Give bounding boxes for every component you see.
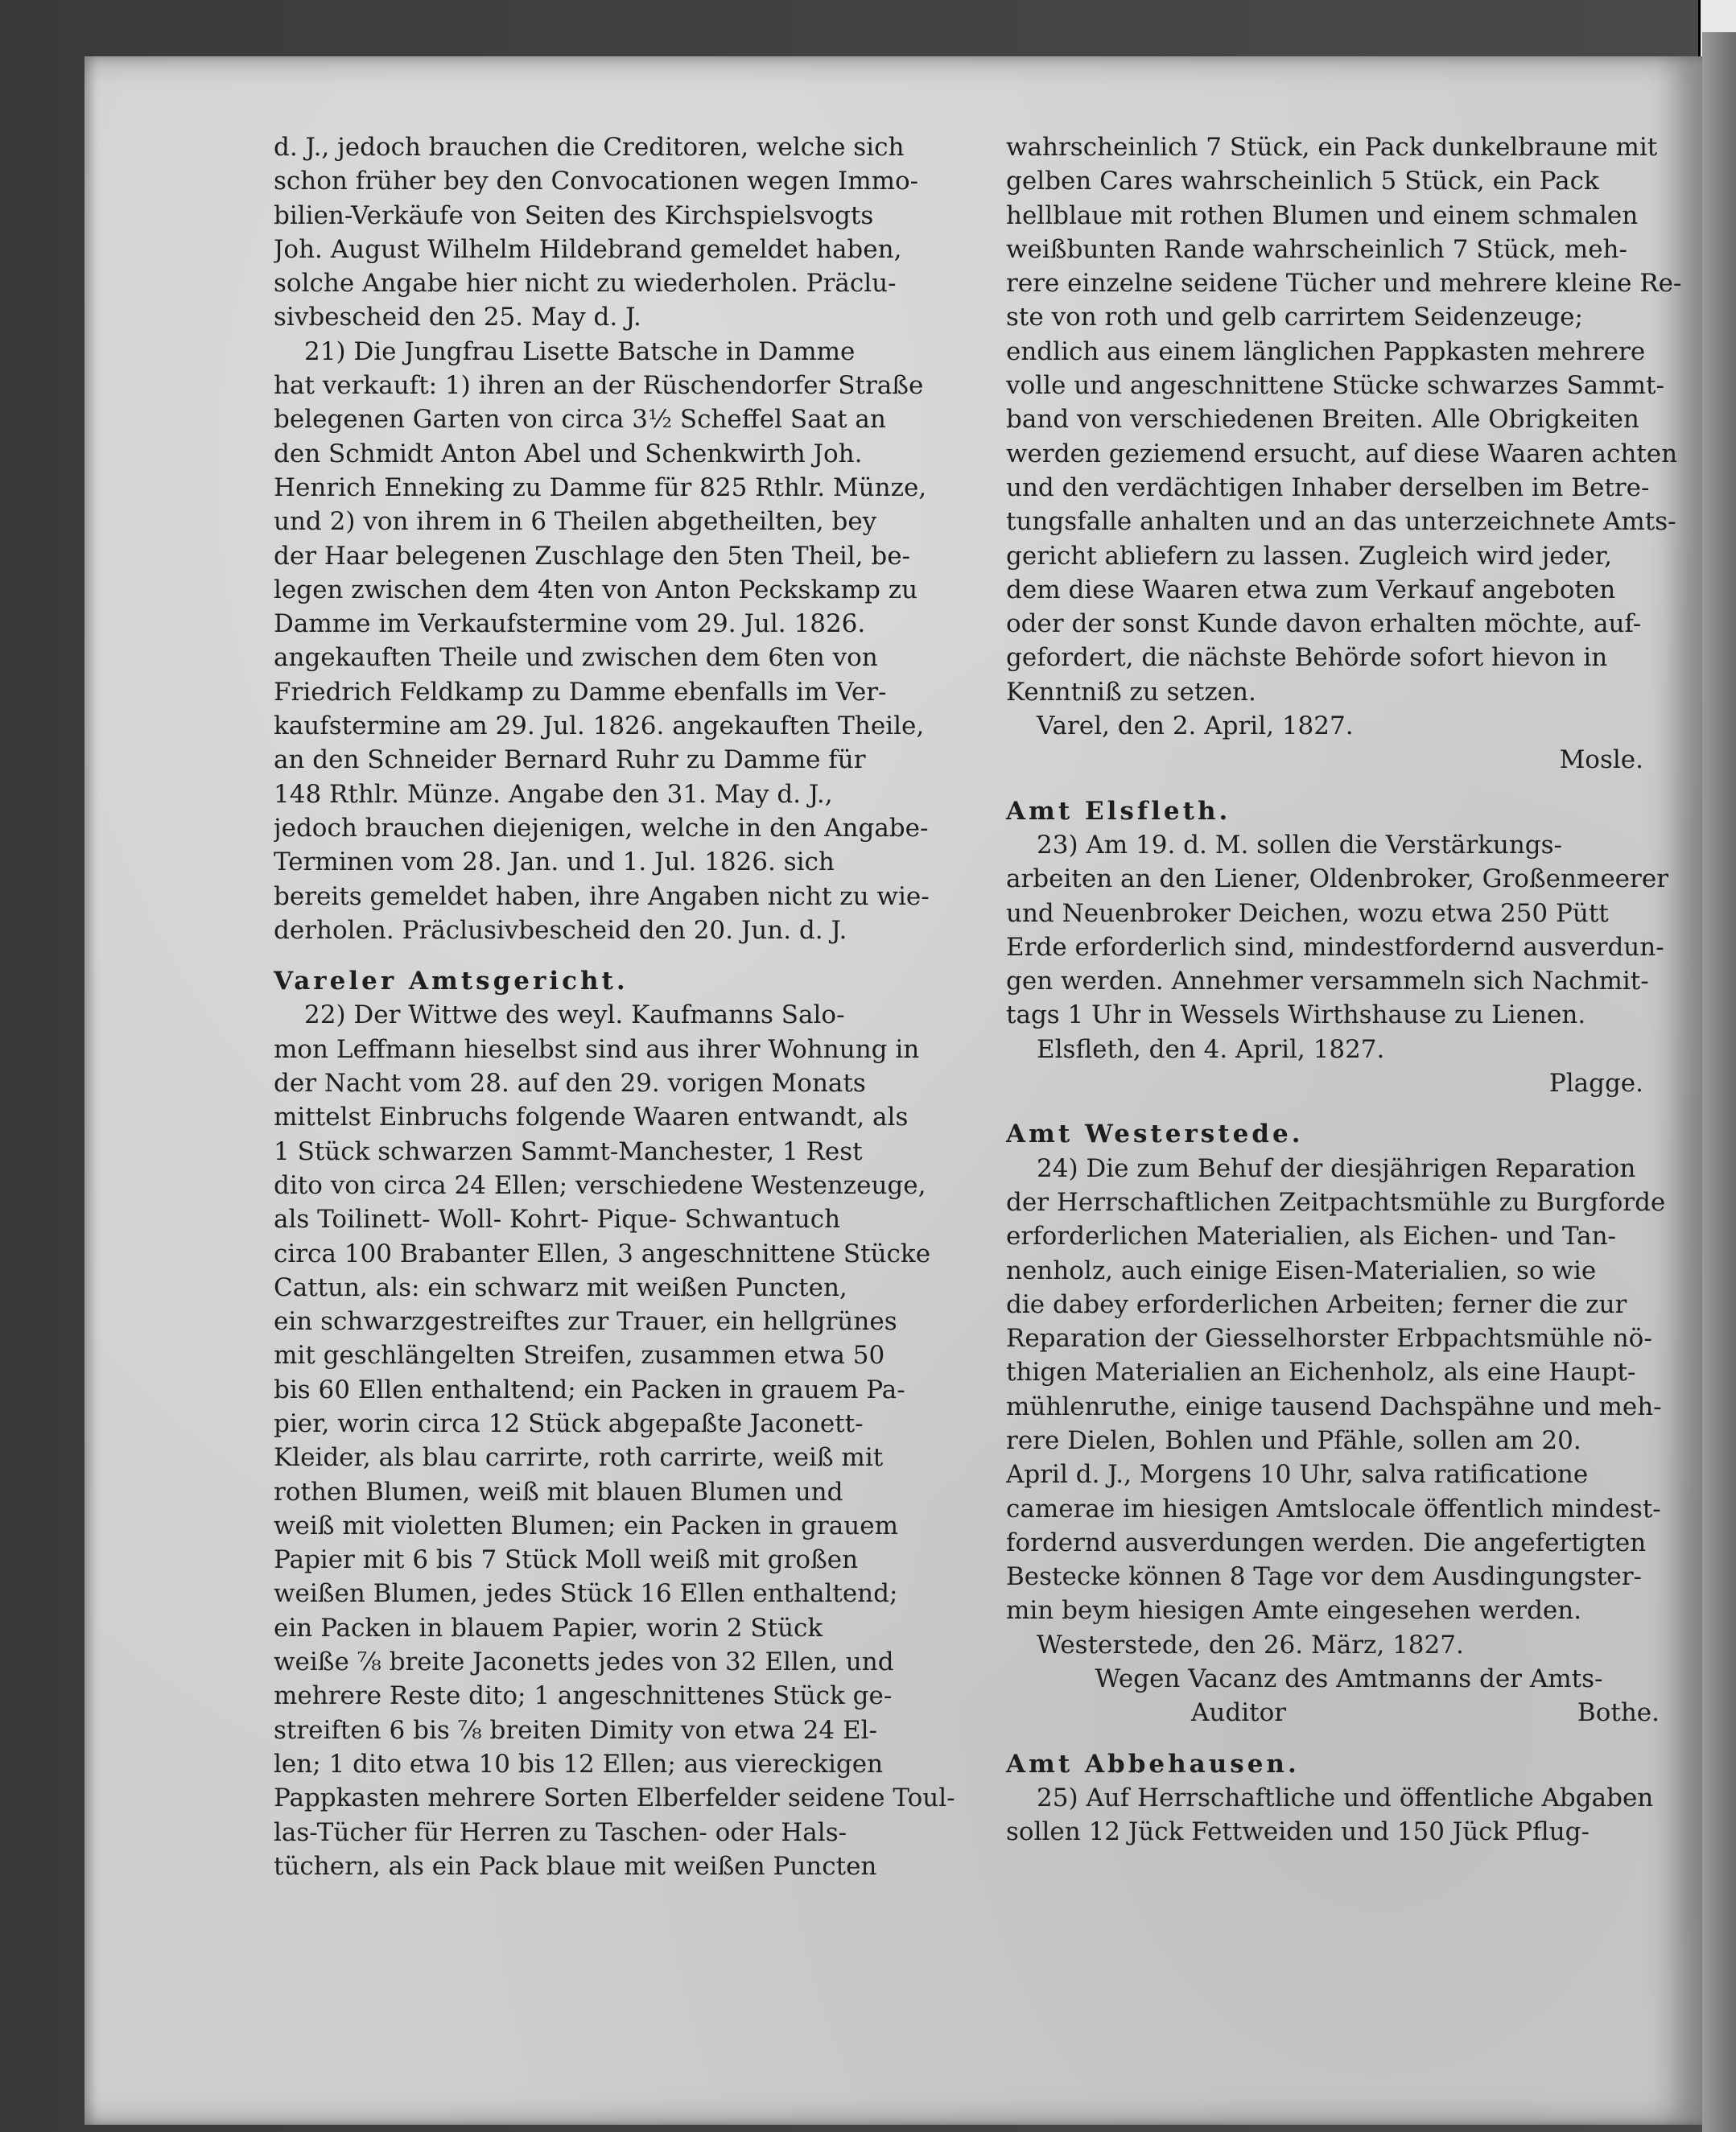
text-line: Reparation der Giesselhorster Erbpachtsmühle nö- <box>1006 1324 1652 1354</box>
text-line: gefordert, die nächste Behörde sofort hievon in <box>1006 643 1608 673</box>
text-line: der Nacht vom 28. auf den 29. vorigen Monats <box>274 1069 866 1099</box>
text-line: arbeiten an den Liener, Oldenbroker, Großenmeerer <box>1006 864 1669 894</box>
signature-auditor: Auditor <box>1191 1698 1287 1728</box>
text-line: schon früher bey den Convocationen wegen Immo- <box>274 167 919 196</box>
text-line: Kleider, als blau carrirte, roth carrirte, weiß mit <box>274 1443 884 1473</box>
text-line: legen zwischen dem 4ten von Anton Peckskamp zu <box>274 575 918 604</box>
block-c <box>1006 1152 1692 1628</box>
signature-bothe: Bothe. <box>1577 1698 1660 1728</box>
text-line: weiß mit violetten Blumen; ein Packen in grauem <box>274 1511 898 1540</box>
text-line: rere einzelne seidene Tücher und mehrere kleine Re- <box>1006 269 1682 299</box>
text-line: camerae im hiesigen Amtslocale öffentlich mindest- <box>1006 1494 1661 1524</box>
text-line: bilien-Verkäufe von Seiten des Kirchspielsvogts <box>274 200 874 230</box>
text-line: April d. J., Morgens 10 Uhr, salva ratificatione <box>1006 1460 1589 1490</box>
text-line: 23) Am 19. d. M. sollen die Verstärkungs- <box>1037 830 1563 860</box>
text-line: an den Schneider Bernard Ruhr zu Damme für <box>274 745 866 775</box>
text-line: ein schwarzgestreiftes zur Trauer, ein hellgrünes <box>274 1307 897 1337</box>
text-line: d. J., jedoch brauchen die Creditoren, welche sich <box>274 133 905 162</box>
text-line: kaufstermine am 29. Jul. 1826. angekauften Theile, <box>274 711 925 741</box>
signature-plagge: Plagge. <box>1548 1069 1643 1099</box>
text-line: gericht abliefern zu lassen. Zugleich wird jeder, <box>1006 541 1612 571</box>
text-line: endlich aus einem länglichen Pappkasten mehrere <box>1006 336 1646 366</box>
text-line: jedoch brauchen diejenigen, welche in den Angabe- <box>274 813 929 843</box>
text-line: gelben Cares wahrscheinlich 5 Stück, ein Pack <box>1006 167 1599 196</box>
heading-amt-abbehausen: Amt Abbehausen. <box>1006 1749 1300 1779</box>
text-line: weiße ⅞ breite Jaconetts jedes von 32 Ellen, und <box>274 1647 894 1677</box>
text-line: als Toilinett- Woll- Kohrt- Pique- Schwantuch <box>274 1205 841 1235</box>
text-line: tüchern, als ein Pack blaue mit weißen Puncten <box>274 1851 877 1881</box>
text-line: len; 1 dito etwa 10 bis 12 Ellen; aus viereckigen <box>274 1749 884 1779</box>
text-line: und 2) von ihrem in 6 Theilen abgetheilten, bey <box>274 507 877 537</box>
text-line: mit geschlängelten Streifen, zusammen etwa 50 <box>274 1341 885 1371</box>
block-d <box>1006 1781 1692 1850</box>
text-line: der Herrschaftlichen Zeitpachtsmühle zu Burgforde <box>1006 1187 1666 1217</box>
text-line: werden geziemend ersucht, auf diese Waaren achten <box>1006 439 1678 468</box>
text-line: weißbunten Rande wahrscheinlich 7 Stück, meh- <box>1006 234 1627 264</box>
book-edge <box>1702 32 1736 2132</box>
date-elsfleth: Elsfleth, den 4. April, 1827. <box>1037 1034 1385 1064</box>
date-westerstede: Westerstede, den 26. März, 1827. <box>1037 1630 1464 1660</box>
text-line: tungsfalle anhalten und an das unterzeichnete Amts- <box>1006 507 1676 537</box>
text-line: 22) Der Wittwe des weyl. Kaufmanns Salo- <box>304 1000 845 1030</box>
text-line: mehrere Reste dito; 1 angeschnittenes Stück ge- <box>274 1681 893 1711</box>
text-line: Cattun, als: ein schwarz mit weißen Puncten, <box>274 1272 847 1302</box>
text-line: tags 1 Uhr in Wessels Wirthshause zu Lienen. <box>1006 1000 1586 1030</box>
text-line: pier, worin circa 12 Stück abgepaßte Jaconett- <box>274 1408 864 1438</box>
text-line: erforderlichen Materialien, als Eichen- und Tan- <box>1006 1222 1617 1252</box>
text-line: mühlenruthe, einige tausend Dachspähne und meh- <box>1006 1392 1662 1421</box>
block-b <box>1006 828 1692 1033</box>
text-line: Kenntniß zu setzen. <box>1006 677 1256 707</box>
text-line: dito von circa 24 Ellen; verschiedene Westenzeuge, <box>274 1170 926 1200</box>
text-line: Bestecke können 8 Tage vor dem Ausdingungster- <box>1006 1562 1643 1592</box>
text-line: und den verdächtigen Inhaber derselben im Betre- <box>1006 472 1650 502</box>
text-line: ein Packen in blauem Papier, worin 2 Stück <box>274 1613 823 1643</box>
text-line: oder der sonst Kunde davon erhalten möchte, auf- <box>1006 609 1642 639</box>
text-line: den Schmidt Anton Abel und Schenkwirth Joh. <box>274 439 863 468</box>
text-line: weißen Blumen, jedes Stück 16 Ellen enthaltend; <box>274 1579 898 1609</box>
text-line: rothen Blumen, weiß mit blauen Blumen und <box>274 1477 843 1507</box>
text-line: mittelst Einbruchs folgende Waaren entwandt, als <box>274 1103 909 1132</box>
text-line: 148 Rthlr. Münze. Angabe den 31. May d. J., <box>274 779 833 809</box>
text-line: 21) Die Jungfrau Lisette Batsche in Damme <box>304 336 856 366</box>
text-line: Erde erforderlich sind, mindestfordernd ausverdun- <box>1006 932 1664 962</box>
text-line: volle und angeschnittene Stücke schwarzes Sammt- <box>1006 371 1664 401</box>
text-line: bereits gemeldet haben, ihre Angaben nicht zu wie- <box>274 881 930 911</box>
heading-vareler-amtsgericht: Vareler Amtsgericht. <box>274 967 629 996</box>
text-line: circa 100 Brabanter Ellen, 3 angeschnittene Stücke <box>274 1239 931 1268</box>
text-line: hat verkauft: 1) ihren an der Rüschendorfer Straße <box>274 371 924 401</box>
right-text-column <box>1006 130 1692 1850</box>
text-line: streiften 6 bis ⅞ breiten Dimity von etwa 24 El- <box>274 1715 877 1745</box>
text-line: min beym hiesigen Amte eingesehen werden. <box>1006 1596 1582 1626</box>
text-line: gen werden. Annehmer versammeln sich Nachmit- <box>1006 967 1649 996</box>
text-line: thigen Materialien an Eichenholz, als eine Haupt- <box>1006 1358 1636 1388</box>
heading-amt-elsfleth: Amt Elsfleth. <box>1006 796 1231 826</box>
left-text-column <box>274 130 972 1883</box>
text-line: band von verschiedenen Breiten. Alle Obrigkeiten <box>1006 405 1639 435</box>
text-line: dem diese Waaren etwa zum Verkauf angeboten <box>1006 575 1616 604</box>
text-line: und Neuenbroker Deichen, wozu etwa 250 Pütt <box>1006 898 1609 928</box>
text-line: ste von roth und gelb carrirtem Seidenzeuge; <box>1006 303 1583 332</box>
text-line: Terminen vom 28. Jan. und 1. Jul. 1826. sich <box>274 847 835 877</box>
text-line: Henrich Enneking zu Damme für 825 Rthlr. Münze, <box>274 472 927 502</box>
text-line: hellblaue mit rothen Blumen und einem schmalen <box>1006 200 1639 230</box>
text-line: Friedrich Feldkamp zu Damme ebenfalls im Ver- <box>274 677 887 707</box>
signature-vacanz-line: Wegen Vacanz des Amtmanns der Amts- <box>1095 1664 1603 1694</box>
text-line: mon Leffmann hieselbst sind aus ihrer Wohnung in <box>274 1034 920 1064</box>
signature-auditor-bothe <box>1006 1696 1692 1730</box>
text-line: bis 60 Ellen enthaltend; ein Packen in grauem Pa- <box>274 1375 905 1404</box>
text-line: las-Tücher für Herren zu Taschen- oder Hals- <box>274 1817 847 1847</box>
text-line: wahrscheinlich 7 Stück, ein Pack dunkelbraune mit <box>1006 133 1658 162</box>
text-line: angekauften Theile und zwischen dem 6ten von <box>274 643 878 673</box>
signature-mosle: Mosle. <box>1559 745 1643 775</box>
block-a <box>1006 130 1692 709</box>
text-line: 1 Stück schwarzen Sammt-Manchester, 1 Rest <box>274 1136 863 1166</box>
text-line: solche Angabe hier nicht zu wiederholen. Präclu- <box>274 269 897 299</box>
text-line: sollen 12 Jück Fettweiden und 150 Jück Pflug- <box>1006 1817 1590 1847</box>
text-line: Pappkasten mehrere Sorten Elberfelder seidene Toul- <box>274 1784 955 1813</box>
text-line: nenholz, auch einige Eisen-Materialien, so wie <box>1006 1256 1597 1285</box>
text-line: 24) Die zum Behuf der diesjährigen Reparation <box>1037 1153 1636 1183</box>
text-line: Damme im Verkaufstermine vom 29. Jul. 1826. <box>274 609 866 639</box>
text-line: sivbescheid den 25. May d. J. <box>274 303 641 332</box>
heading-amt-westerstede: Amt Westerstede. <box>1006 1120 1304 1149</box>
text-line: Joh. August Wilhelm Hildebrand gemeldet haben, <box>274 234 902 264</box>
text-line: derholen. Präclusivbescheid den 20. Jun. d. J. <box>274 915 847 945</box>
text-line: fordernd ausverdungen werden. Die angefertigten <box>1006 1528 1647 1557</box>
date-varel: Varel, den 2. April, 1827. <box>1037 711 1354 741</box>
text-line: belegenen Garten von circa 3½ Scheffel Saat an <box>274 405 886 435</box>
text-line: 25) Auf Herrschaftliche und öffentliche Abgaben <box>1037 1783 1654 1812</box>
text-line: Papier mit 6 bis 7 Stück Moll weiß mit großen <box>274 1545 859 1575</box>
text-line: der Haar belegenen Zuschlage den 5ten Theil, be- <box>274 541 911 571</box>
text-line: die dabey erforderlichen Arbeiten; ferner die zur <box>1006 1289 1627 1319</box>
text-line: rere Dielen, Bohlen und Pfähle, sollen am 20. <box>1006 1425 1581 1455</box>
